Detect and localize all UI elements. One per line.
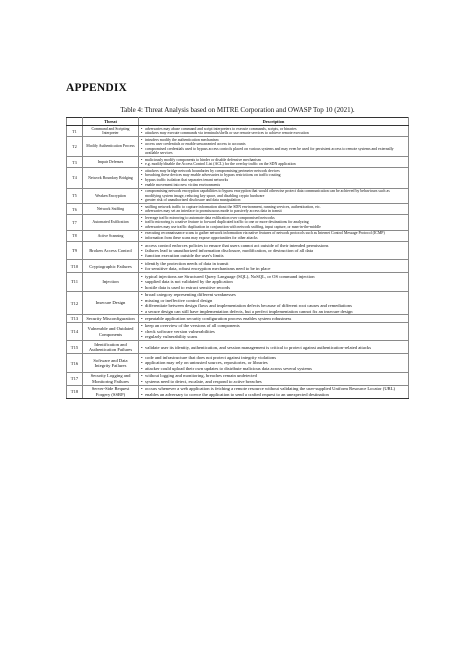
description-list bbox=[141, 373, 406, 384]
description-bullet-item: • sniffing network traffic to capture information about the SDN environment, running services, authentication, etc. bbox=[141, 205, 406, 210]
description-bullet-item: • compromised credentials used to bypass access controls placed on various systems and may even be used for persistent access to remote systems and externally available services bbox=[141, 147, 406, 156]
header-row bbox=[67, 118, 409, 126]
table-row bbox=[67, 341, 409, 354]
description-bullet-item: • compromising network encryption capabilities to bypass encryption that would otherwise protect data communication can be achieved by behaviours such as modifying system image, reducing key space, and disabling crypto hardware bbox=[141, 189, 406, 198]
description-bullet-item: • differentiate between design flaws and implementation defects because of different root causes and remediations bbox=[141, 303, 406, 308]
description-list bbox=[141, 316, 406, 321]
threat-name-cell: Insecure Design bbox=[83, 291, 139, 315]
column-header-id bbox=[67, 118, 83, 126]
threat-id-cell: T14 bbox=[67, 322, 83, 340]
threat-description-cell bbox=[139, 215, 409, 231]
threat-analysis-table bbox=[66, 117, 409, 399]
description-list bbox=[141, 231, 406, 240]
threat-description-cell bbox=[139, 341, 409, 354]
threat-id-cell: T5 bbox=[67, 188, 83, 204]
description-bullet-item: • supplied data is not validated by the application bbox=[141, 279, 406, 284]
threat-id-cell: T7 bbox=[67, 215, 83, 231]
description-bullet-item: • access control enforces policies to ensure that users cannot act outside of their intended permissions bbox=[141, 243, 406, 248]
threat-id-cell: T12 bbox=[67, 291, 83, 315]
threat-id-cell: T10 bbox=[67, 260, 83, 273]
column-header-threat: Threat bbox=[83, 118, 139, 126]
threat-name-cell: Network Sniffing bbox=[83, 204, 139, 215]
table-row bbox=[67, 354, 409, 372]
threat-id-cell: T1 bbox=[67, 126, 83, 137]
description-bullet-item: • application may rely on untrusted sources, repositories, or libraries bbox=[141, 360, 406, 365]
threat-description-cell bbox=[139, 273, 409, 291]
table-body bbox=[67, 126, 409, 399]
description-bullet-item: • e.g. modify/disable the Access Control List (ACL) for the overlay traffic on the SDN application bbox=[141, 162, 406, 167]
threat-description-cell bbox=[139, 242, 409, 260]
threat-description-cell bbox=[139, 137, 409, 157]
description-bullet-item: • enable movement into new victim environments bbox=[141, 183, 406, 188]
threat-description-cell bbox=[139, 315, 409, 323]
description-bullet-item: • systems need to detect, escalate, and respond to active breaches bbox=[141, 379, 406, 384]
description-list bbox=[141, 243, 406, 259]
threat-name-cell: Impair Defenses bbox=[83, 157, 139, 168]
threat-id-cell: T9 bbox=[67, 242, 83, 260]
threat-description-cell bbox=[139, 260, 409, 273]
table-row bbox=[67, 242, 409, 260]
threat-name-cell: Modify Authentication Process bbox=[83, 137, 139, 157]
description-list bbox=[141, 216, 406, 230]
threat-description-cell bbox=[139, 230, 409, 241]
threat-name-cell: Injection bbox=[83, 273, 139, 291]
description-bullet-item: • repeatable application security configuration process enables system robustness bbox=[141, 316, 406, 321]
table-row bbox=[67, 315, 409, 323]
threat-name-cell: Broken Access Control bbox=[83, 242, 139, 260]
description-bullet-item: • failures lead to unauthorized information disclosure, modification, or destruction of all data bbox=[141, 248, 406, 253]
description-list bbox=[141, 169, 406, 187]
threat-name-cell: Command and Scripting Interpreter bbox=[83, 126, 139, 137]
threat-name-cell: Weaken Encryption bbox=[83, 188, 139, 204]
description-bullet-item: • a secure design can still have implementation defects, but a perfect implementation cannot fix an insecure design bbox=[141, 309, 406, 314]
threat-name-cell: Cryptographic Failures bbox=[83, 260, 139, 273]
threat-name-cell: Vulnerable and Outdated Components bbox=[83, 322, 139, 340]
column-header-description: Description bbox=[139, 118, 409, 126]
threat-description-cell bbox=[139, 126, 409, 137]
description-bullet-item: • executing reconnaissance scans to gather network information via native features of network protocols such as Internet Control Message Protocol (ICMP) bbox=[141, 231, 406, 236]
description-bullet-item: • code and infrastructure that does not protect against integrity violations bbox=[141, 355, 406, 360]
description-list bbox=[141, 205, 406, 214]
description-list bbox=[141, 292, 406, 314]
table-row bbox=[67, 230, 409, 241]
table-row bbox=[67, 188, 409, 204]
description-bullet-item: • enables an adversary to coerce the application to send a crafted request to an unexpected destination bbox=[141, 392, 406, 397]
table-header bbox=[67, 118, 409, 126]
table-row bbox=[67, 273, 409, 291]
threat-description-cell bbox=[139, 291, 409, 315]
threat-description-cell bbox=[139, 188, 409, 204]
threat-id-cell: T16 bbox=[67, 354, 83, 372]
description-bullet-item: • broad category representing different weaknesses bbox=[141, 292, 406, 297]
description-bullet-item: • attackers may execute commands via terminals/shells or use remote services to achieve remote execution bbox=[141, 131, 406, 136]
description-list bbox=[141, 355, 406, 371]
threat-name-cell: Active Scanning bbox=[83, 230, 139, 241]
description-bullet-item: • information from these scans may expose opportunities for other attacks bbox=[141, 236, 406, 241]
description-bullet-item: • traffic mirroring is a native feature to forward duplicated traffic to one or more destinations for analyzing bbox=[141, 220, 406, 225]
table-row bbox=[67, 372, 409, 385]
description-list bbox=[141, 323, 406, 339]
description-list bbox=[141, 158, 406, 167]
threat-description-cell bbox=[139, 385, 409, 398]
description-bullet-item: • breaching these devices may enable adversaries to bypass restrictions on traffic routing bbox=[141, 173, 406, 178]
description-bullet-item: • maliciously modify components to hinder or disable defensive mechanism bbox=[141, 158, 406, 163]
description-list bbox=[141, 127, 406, 136]
description-bullet-item: • greater risk of unauthorized disclosure and data manipulation bbox=[141, 198, 406, 203]
description-bullet-item: • function execution outside the user's limits bbox=[141, 253, 406, 258]
threat-name-cell: Software and Data Integrity Failures bbox=[83, 354, 139, 372]
description-bullet-item: • identify the protection needs of data in transit bbox=[141, 261, 406, 266]
table-row bbox=[67, 291, 409, 315]
table-caption: Table 4: Threat Analysis based on MITRE Corporation and OWASP Top 10 (2021). bbox=[120, 106, 355, 114]
description-list bbox=[141, 189, 406, 203]
threat-description-cell bbox=[139, 168, 409, 188]
description-bullet-item: • hostile data is used to extract sensitive records bbox=[141, 285, 406, 290]
description-list bbox=[141, 345, 406, 350]
threat-name-cell: Security Logging and Monitoring Failures bbox=[83, 372, 139, 385]
threat-name-cell: Network Boundary Bridging bbox=[83, 168, 139, 188]
description-bullet-item: • without logging and monitoring, breaches remain undetected bbox=[141, 373, 406, 378]
table-row bbox=[67, 322, 409, 340]
threat-id-cell: T18 bbox=[67, 385, 83, 398]
description-bullet-item: • intruders modify the authentication mechanism bbox=[141, 138, 406, 143]
description-bullet-item: • for sensitive data, robust encryption mechanisms need to be in place bbox=[141, 266, 406, 271]
table-row bbox=[67, 157, 409, 168]
table-row bbox=[67, 126, 409, 137]
description-bullet-item: • validate user its identity, authentication, and session management is critical to protect against authentication-related attacks bbox=[141, 345, 406, 350]
threat-id-cell: T2 bbox=[67, 137, 83, 157]
description-bullet-item: • missing or ineffective control design bbox=[141, 298, 406, 303]
threat-description-cell bbox=[139, 354, 409, 372]
threat-id-cell: T13 bbox=[67, 315, 83, 323]
threat-id-cell: T15 bbox=[67, 341, 83, 354]
table-row bbox=[67, 204, 409, 215]
threat-id-cell: T6 bbox=[67, 204, 83, 215]
description-list bbox=[141, 386, 406, 397]
threat-id-cell: T8 bbox=[67, 230, 83, 241]
description-bullet-item: • leverage traffic mirroring to automate data exfiltration over compromised networks bbox=[141, 216, 406, 221]
description-bullet-item: • check software version vulnerabilities bbox=[141, 329, 406, 334]
description-bullet-item: • occurs whenever a web application is fetching a remote resource without validating the user-supplied Uniform Resource Locator (URL) bbox=[141, 386, 406, 391]
table-row bbox=[67, 137, 409, 157]
threat-description-cell bbox=[139, 372, 409, 385]
description-bullet-item: • typical injections are Structured Query Language (SQL), NoSQL, or OS command injection bbox=[141, 274, 406, 279]
description-bullet-item: • attacker could upload their own updates to distribute malicious data across several systems bbox=[141, 366, 406, 371]
threat-id-cell: T3 bbox=[67, 157, 83, 168]
description-bullet-item: • adversaries may abuse command and script interpreters to execute commands, scripts, or binaries bbox=[141, 127, 406, 132]
threat-description-cell bbox=[139, 204, 409, 215]
threat-name-cell: Security Misconfiguration bbox=[83, 315, 139, 323]
description-bullet-item: • access user credentials or enable unwarranted access to accounts bbox=[141, 142, 406, 147]
description-bullet-item: • adversaries may set an interface to promiscuous mode to passively access data in transit bbox=[141, 209, 406, 214]
table-row bbox=[67, 260, 409, 273]
threat-name-cell: Automated Exfiltration bbox=[83, 215, 139, 231]
description-bullet-item: • regularly vulnerability scans bbox=[141, 334, 406, 339]
description-list bbox=[141, 261, 406, 272]
appendix-heading: APPENDIX bbox=[66, 82, 128, 94]
description-bullet-item: • attackers may bridge network boundaries by compromising perimeter network devices bbox=[141, 169, 406, 174]
table-row bbox=[67, 215, 409, 231]
description-list bbox=[141, 274, 406, 290]
threat-id-cell: T17 bbox=[67, 372, 83, 385]
description-list bbox=[141, 138, 406, 156]
description-bullet-item: • bypass traffic isolation that separates tenant networks bbox=[141, 178, 406, 183]
threat-name-cell: Identification and Authentication Failures bbox=[83, 341, 139, 354]
threat-id-cell: T4 bbox=[67, 168, 83, 188]
threat-id-cell: T11 bbox=[67, 273, 83, 291]
threat-description-cell bbox=[139, 322, 409, 340]
description-bullet-item: • keep an overview of the versions of all components bbox=[141, 323, 406, 328]
threat-name-cell: Server-Side Request Forgery (SSRF) bbox=[83, 385, 139, 398]
table-row bbox=[67, 168, 409, 188]
description-bullet-item: • adversaries may use traffic duplication in conjunction with network sniffing, input capture, or man-in-the-middle bbox=[141, 225, 406, 230]
threat-description-cell bbox=[139, 157, 409, 168]
table-row bbox=[67, 385, 409, 398]
